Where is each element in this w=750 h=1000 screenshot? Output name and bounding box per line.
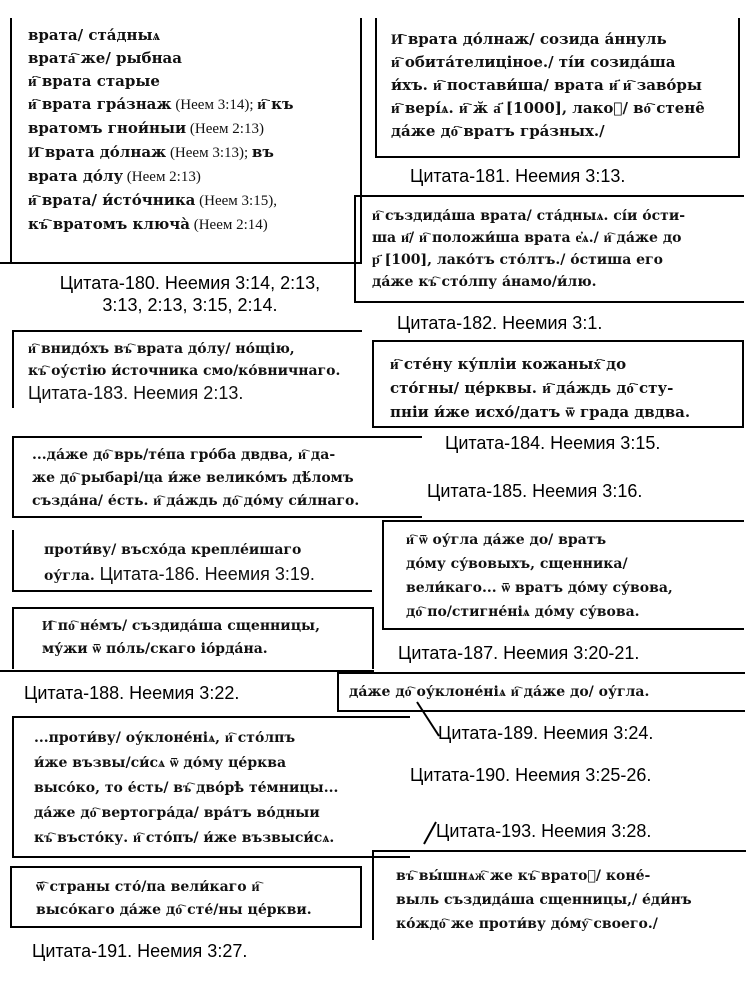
citation-182-line-4: да́же къ҇ сто́лпу а́намо/и́лю.	[372, 274, 597, 290]
citation-193-line-3: ко́ждо҇ же проти́ву до́му҇ своего./	[396, 916, 658, 932]
citation-188-line-1: И҇ по҇ не́мъ/ създида́ша сщенницы,	[42, 618, 320, 634]
citation-193-text	[372, 850, 746, 940]
citation-193-line-1: въ҇ вы́шнѧж҇ же къ҇ вратоⷨ/ коне́-	[396, 868, 651, 884]
citation-185-text	[12, 436, 422, 518]
citation-180-line-5: вратомъ гнои́ныи	[28, 119, 187, 137]
citation-181-caption: Цитата-181. Неемия 3:13.	[410, 166, 626, 186]
citation-182-line-1: и҇ създида́ша врата/ ста́дныѧ. сі́и о́сти-	[372, 208, 686, 224]
citation-190-line-5: къ҇ въсто́ку. и҇ сто́пъ/ и́же възвыси́сѧ.	[34, 830, 335, 846]
citation-184-line-3: пніи и́же исхо́/датъ ѿ града двдва.	[390, 403, 691, 421]
citation-184-line-2: сто́гны/ це́рквы. и҇ да́ждь до҇ сту-	[390, 379, 674, 397]
citation-183-caption: Цитата-183. Неемия 2:13.	[28, 383, 244, 403]
citation-180-border-bottom	[0, 262, 362, 264]
citation-180-ref-6: (Неем 2:14)	[189, 217, 268, 233]
citation-180-line-7: врата до́лу	[28, 167, 124, 185]
citation-191-caption: Цитата-191. Неемия 3:27.	[32, 941, 248, 961]
citation-181-text	[375, 18, 740, 158]
citation-182-line-2: ша и҃/ и҇ положи́ша врата е҆ѧ./ и҇ да́же до	[372, 230, 682, 246]
citation-188-caption: Цитата-188. Неемия 3:22.	[24, 683, 240, 703]
citation-188-border-bottom	[0, 670, 374, 672]
citation-190-text	[12, 716, 410, 858]
citation-186-text	[12, 530, 372, 592]
citation-185-caption: Цитата-185. Неемия 3:16.	[427, 481, 643, 501]
citation-183-line-2: къ҇ оу́стію и́сточника смо/ко́вничнаго.	[28, 363, 341, 379]
citation-180-caption-line-2: 3:13, 2:13, 3:15, 2:14.	[102, 295, 278, 315]
citation-184-line-1: и҇ сте́ну ку́пліи кожаных҇ до	[390, 355, 627, 373]
citation-190-line-2: и́же възвы/си́сѧ ѿ до́му це́рква	[34, 755, 287, 771]
citation-187-line-1: и҇ ѿ оу́гла да́же до/ вратъ	[406, 532, 607, 548]
citation-183-line-1: и҇ внидо́хъ въ҇ врата до́лу/ но́щію,	[28, 341, 295, 357]
citation-182-caption: Цитата-182. Неемия 3:1.	[397, 313, 603, 333]
citation-181-line-1: И҇ врата до́лнаж/ созида а́ннуль	[391, 30, 667, 48]
citation-182-text	[354, 195, 744, 303]
citation-193-line-2: выль създида́ша сщенницы,/ е́ди́нъ	[396, 892, 692, 908]
citation-188-text	[12, 607, 374, 669]
citation-180-line-6: И҇ врата до́лнаж	[28, 143, 167, 161]
citation-191-border-left	[10, 866, 12, 928]
citation-189-text	[337, 672, 745, 712]
citation-180-ref-1: (Неем 3:14);	[171, 97, 258, 113]
citation-187-text	[382, 520, 744, 630]
citation-180-caption	[20, 272, 360, 316]
citation-180-line-9: къ҇ вратомъ ключа̀	[28, 215, 190, 233]
citation-188-line-2: му́жи ѿ по́ль/скаго іо́рда́на.	[42, 641, 268, 657]
citation-180-ref-2: (Неем 2:13)	[186, 121, 264, 137]
citation-191-line-1: ѿ҇ страны сто́/па вели́каго и҇	[36, 879, 260, 895]
citation-180-line-1: врата/ ста́дныѧ	[28, 26, 161, 44]
citation-184-text	[372, 340, 744, 428]
citation-180-line-6b: въ	[251, 143, 274, 161]
citation-181-line-5: да́же до҇ вратъ гра́зных./	[391, 122, 605, 140]
citation-191-line-2: высо́каго да́же до҇ сте́/ны це́ркви.	[36, 902, 312, 918]
citation-189-caption: Цитата-189. Неемия 3:24.	[438, 723, 654, 743]
citation-184-caption: Цитата-184. Неемия 3:15.	[445, 433, 661, 453]
citation-180-line-3: и҇ врата старые	[28, 72, 160, 90]
citation-180-ref-3: (Неем 3:13);	[166, 145, 252, 161]
citation-180-border-left	[10, 18, 12, 262]
citation-180-line-4b: и҇ къ	[257, 95, 294, 113]
citation-190-caption: Цитата-190. Неемия 3:25-26.	[410, 765, 652, 785]
citation-189-line-1: да́же до҇ оу́клоне́ніѧ и҇ да́же до/ оу́гла.	[349, 684, 650, 700]
citation-180-ref-5: (Неем 3:15),	[195, 193, 277, 209]
citation-185-line-3: създа́на/ е́сть. и҇ да́ждь до҇ до́му си́лнаго.	[32, 493, 360, 509]
citation-190-line-3: высо́ко, то е́сть/ въ҇ дво́рѣ те́мницы...	[34, 780, 339, 796]
citation-185-line-2: же до҇ рыбарі/ца и́же велико́мъ дѣ́ломъ	[32, 470, 354, 486]
citation-185-line-1: ...да́же до҇ врь/те́па гро́ба двдва, и҇ да-	[32, 447, 336, 463]
citation-187-line-4: до҇ по/стигне́ніѧ до́му су́вова.	[406, 604, 640, 620]
citation-180-ref-4: (Неем 2:13)	[123, 169, 201, 185]
citation-186-line-1: проти́ву/ въсхо́да крепле́ишаго	[44, 542, 302, 558]
citation-193-caption: Цитата-193. Неемия 3:28.	[436, 821, 652, 841]
citation-180-caption-line-1: Цитата-180. Неемия 3:14, 2:13,	[59, 273, 321, 293]
citation-183-text	[12, 330, 362, 408]
citation-187-line-3: вели́каго... ѿ вратъ до́му су́вова,	[406, 580, 673, 596]
citation-180-line-2: врата҇ же/ рыбнаа	[28, 49, 182, 67]
citation-181-line-3: и́хъ. и҇ постави́ша/ врата и҃ и҇ заво́ры	[391, 76, 702, 94]
citation-190-line-1: ...проти́ву/ оу́клоне́ніѧ, и҇ сто́лпъ	[34, 730, 296, 746]
citation-191-text	[10, 866, 362, 928]
citation-181-line-2: и҇ обита́телиціное./ ті́и созида́ша	[391, 53, 676, 71]
citation-182-line-3: р҃ [100], лако́тъ сто́лтъ./ о́стиша его	[372, 252, 663, 268]
citation-181-line-4: и҇ вері́ѧ. и҇ ӂ а҃ [1000], лакоⷮ/ во҇ стене̑	[391, 99, 705, 117]
citation-180-line-8: и҇ врата/ и́сто́чника	[28, 191, 196, 209]
citation-190-line-4: да́же до҇ вертогра́да/ вра́тъ во́дныи	[34, 805, 320, 821]
citation-180-text	[10, 18, 362, 262]
citation-187-caption: Цитата-187. Неемия 3:20-21.	[398, 643, 640, 663]
citation-186-caption: Цитата-186. Неемия 3:19.	[99, 564, 315, 584]
citation-187-line-2: до́му су́вовыхъ, сщенника/	[406, 556, 628, 572]
citation-180-line-4: и҇ врата гра́знаж	[28, 95, 172, 113]
citation-186-line-2: оу́гла.	[44, 568, 95, 584]
